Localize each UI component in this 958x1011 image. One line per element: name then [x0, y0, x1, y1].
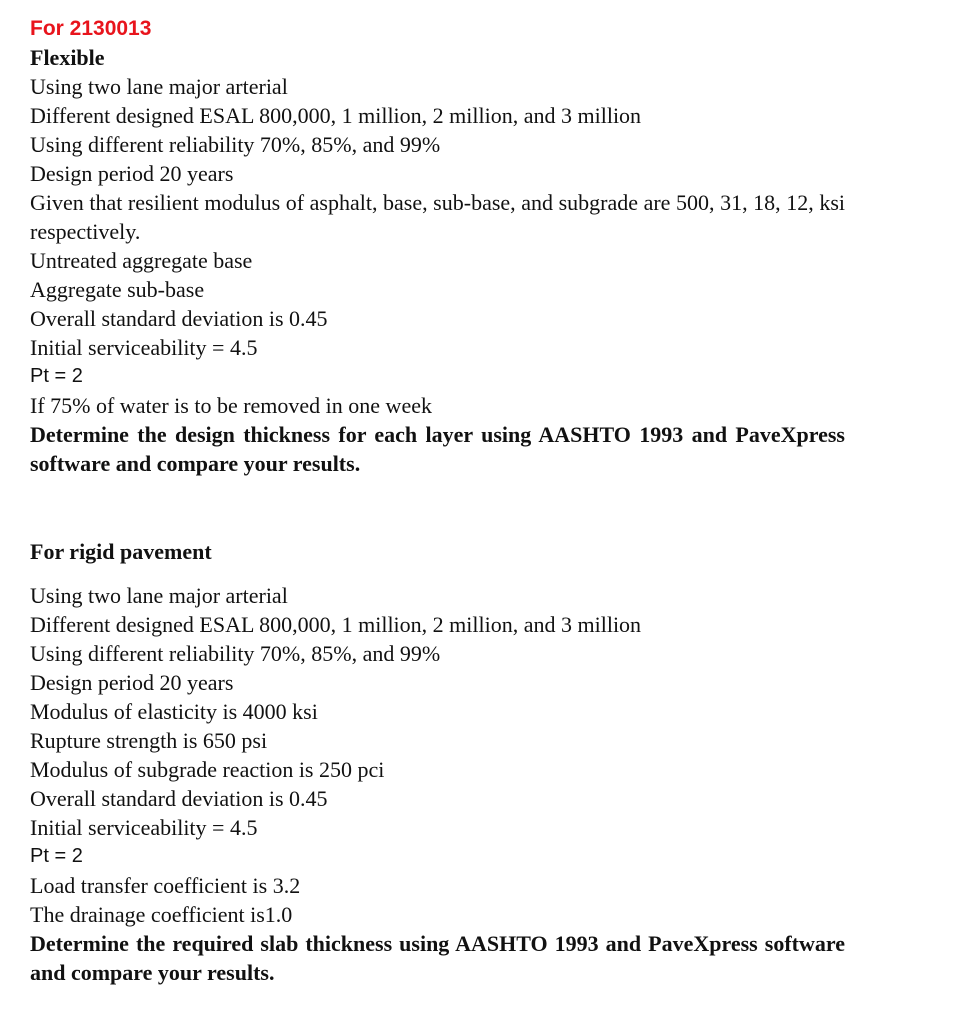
rigid-line-subgrade-reaction: Modulus of subgrade reaction is 250 pci [30, 757, 385, 782]
rigid-line-pt: Pt = 2 [30, 845, 83, 867]
rigid-line-drainage: The drainage coefficient is1.0 [30, 902, 293, 927]
rigid-line-load-transfer: Load transfer coefficient is 3.2 [30, 873, 301, 898]
flexible-line-arterial: Using two lane major arterial [30, 74, 288, 99]
rigid-task: Determine the required slab thickness using AASHTO 1993 and PaveXpress software and compare your results. [30, 931, 845, 985]
flexible-line-water-removal: If 75% of water is to be removed in one week [30, 393, 432, 418]
rigid-line-std-deviation: Overall standard deviation is 0.45 [30, 786, 328, 811]
flexible-line-reliability: Using different reliability 70%, 85%, and 99% [30, 132, 441, 157]
rigid-line-design-period: Design period 20 years [30, 670, 234, 695]
document-body [30, 14, 845, 987]
flexible-task: Determine the design thickness for each layer using AASHTO 1993 and PaveXpress software and compare your results. [30, 422, 845, 476]
flexible-title: Flexible [30, 45, 105, 70]
rigid-line-esal: Different designed ESAL 800,000, 1 million, 2 million, and 3 million [30, 612, 642, 637]
flexible-line-std-deviation: Overall standard deviation is 0.45 [30, 306, 328, 331]
flexible-line-initial-serviceability: Initial serviceability = 4.5 [30, 335, 258, 360]
rigid-line-reliability: Using different reliability 70%, 85%, and 99% [30, 641, 441, 666]
flexible-line-subbase: Aggregate sub-base [30, 277, 205, 302]
flexible-line-base: Untreated aggregate base [30, 248, 253, 273]
rigid-line-rupture-strength: Rupture strength is 650 psi [30, 728, 268, 753]
rigid-title: For rigid pavement [30, 539, 212, 564]
flexible-line-design-period: Design period 20 years [30, 161, 234, 186]
rigid-line-arterial: Using two lane major arterial [30, 583, 288, 608]
section-spacer [30, 478, 845, 537]
flexible-line-esal: Different designed ESAL 800,000, 1 million, 2 million, and 3 million [30, 103, 642, 128]
case-heading: For 2130013 [30, 17, 152, 40]
flexible-line-resilient-modulus: Given that resilient modulus of asphalt, base, sub-base, and subgrade are 500, 31, 18, 12, ksi respectively. [30, 190, 845, 244]
title-spacer [30, 566, 845, 581]
rigid-line-initial-serviceability: Initial serviceability = 4.5 [30, 815, 258, 840]
flexible-line-pt: Pt = 2 [30, 365, 83, 387]
rigid-line-elasticity: Modulus of elasticity is 4000 ksi [30, 699, 318, 724]
